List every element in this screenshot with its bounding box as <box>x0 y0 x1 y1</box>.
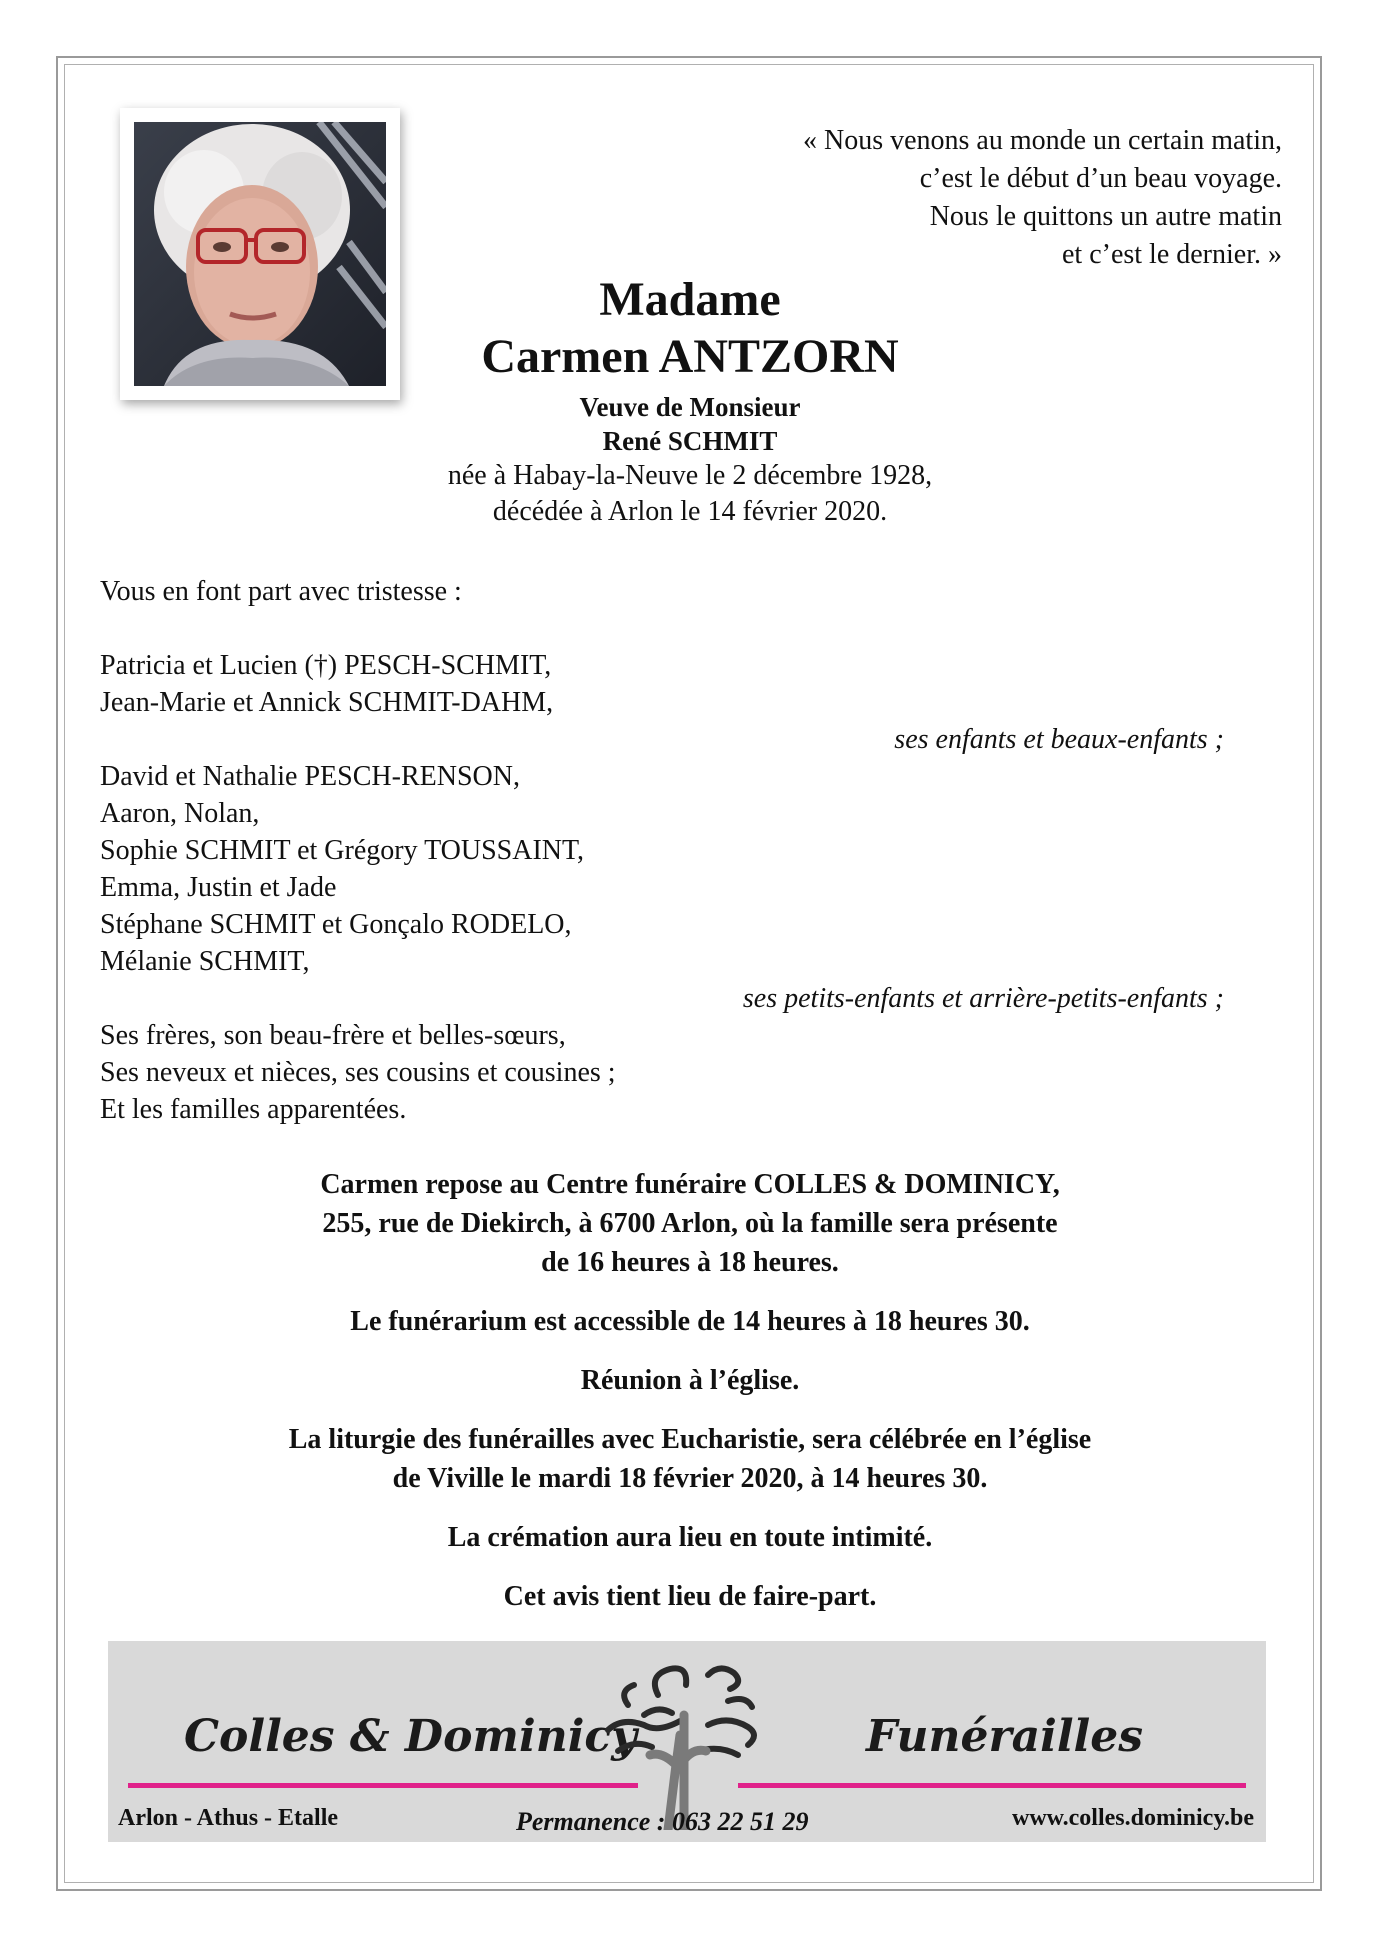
family-line: Et les familles apparentées. <box>100 1094 407 1125</box>
funeral-info <box>120 1165 1260 1636</box>
service-name: Funérailles <box>866 1711 1144 1762</box>
family-line: Aaron, Nolan, <box>100 798 260 829</box>
family-line: Ses neveux et nièces, ses cousins et cousines ; <box>100 1057 616 1088</box>
deceased-identity <box>340 272 1040 530</box>
brand-name: Colles & Dominicy <box>184 1711 637 1762</box>
liturgy-line: de Viville le mardi 18 février 2020, à 14 heures 30. <box>392 1463 988 1494</box>
announcement-line: Vous en font part avec tristesse : <box>100 576 462 607</box>
family-line: Jean-Marie et Annick SCHMIT-DAHM, <box>100 687 554 718</box>
children-role: ses enfants et beaux-enfants ; <box>894 724 1224 755</box>
tree-logo-icon <box>588 1655 788 1830</box>
notice-note: Cet avis tient lieu de faire-part. <box>503 1581 877 1612</box>
family-line: Mélanie SCHMIT, <box>100 946 310 977</box>
quote-line: et c’est le dernier. » <box>1061 239 1282 270</box>
family-line: Patricia et Lucien (†) PESCH-SCHMIT, <box>100 650 552 681</box>
repose-line: de 16 heures à 18 heures. <box>541 1247 839 1278</box>
liturgy-line: La liturgie des funérailles avec Eucharistie, sera célébrée en l’église <box>288 1424 1092 1455</box>
poem-quote <box>662 122 1282 274</box>
spouse-name: René SCHMIT <box>602 426 778 456</box>
accent-line-right <box>738 1783 1246 1788</box>
widow-of-label: Veuve de Monsieur <box>579 392 801 422</box>
family-line: Sophie SCHMIT et Grégory TOUSSAINT, <box>100 835 585 866</box>
church-reunion: Réunion à l’église. <box>580 1365 800 1396</box>
birth-line: née à Habay-la-Neuve le 2 décembre 1928, <box>447 460 933 491</box>
grandchildren-role: ses petits-enfants et arrière-petits-enfants ; <box>742 983 1224 1014</box>
quote-line: c’est le début d’un beau voyage. <box>919 163 1282 194</box>
funerarium-hours: Le funérarium est accessible de 14 heures à 18 heures 30. <box>350 1306 1030 1337</box>
accent-line-left <box>128 1783 638 1788</box>
website-link[interactable]: www.colles.dominicy.be <box>1011 1805 1254 1831</box>
family-line: Stéphane SCHMIT et Gonçalo RODELO, <box>100 909 572 940</box>
family-announcement <box>100 573 1240 1128</box>
death-line: décédée à Arlon le 14 février 2020. <box>492 496 888 527</box>
family-line: Ses frères, son beau-frère et belles-sœurs, <box>100 1020 566 1051</box>
liturgy-paragraph <box>120 1420 1260 1498</box>
quote-line: Nous le quittons un autre matin <box>929 201 1282 232</box>
deceased-name: Carmen ANTZORN <box>481 330 899 383</box>
repose-line: Carmen repose au Centre funéraire COLLES & DOMINICY, <box>320 1169 1060 1200</box>
deceased-title: Madame <box>599 273 781 326</box>
family-line: Emma, Justin et Jade <box>100 872 337 903</box>
cremation-note: La crémation aura lieu en toute intimité. <box>447 1522 933 1553</box>
repose-line: 255, rue de Diekirch, à 6700 Arlon, où la famille sera présente <box>322 1208 1058 1239</box>
family-line: David et Nathalie PESCH-RENSON, <box>100 761 520 792</box>
permanence-phone: Permanence : 063 22 51 29 <box>516 1807 809 1836</box>
repose-paragraph <box>120 1165 1260 1282</box>
funeral-home-banner <box>108 1641 1266 1842</box>
branch-cities: Arlon - Athus - Etalle <box>118 1805 339 1831</box>
quote-line: « Nous venons au monde un certain matin, <box>802 125 1282 156</box>
